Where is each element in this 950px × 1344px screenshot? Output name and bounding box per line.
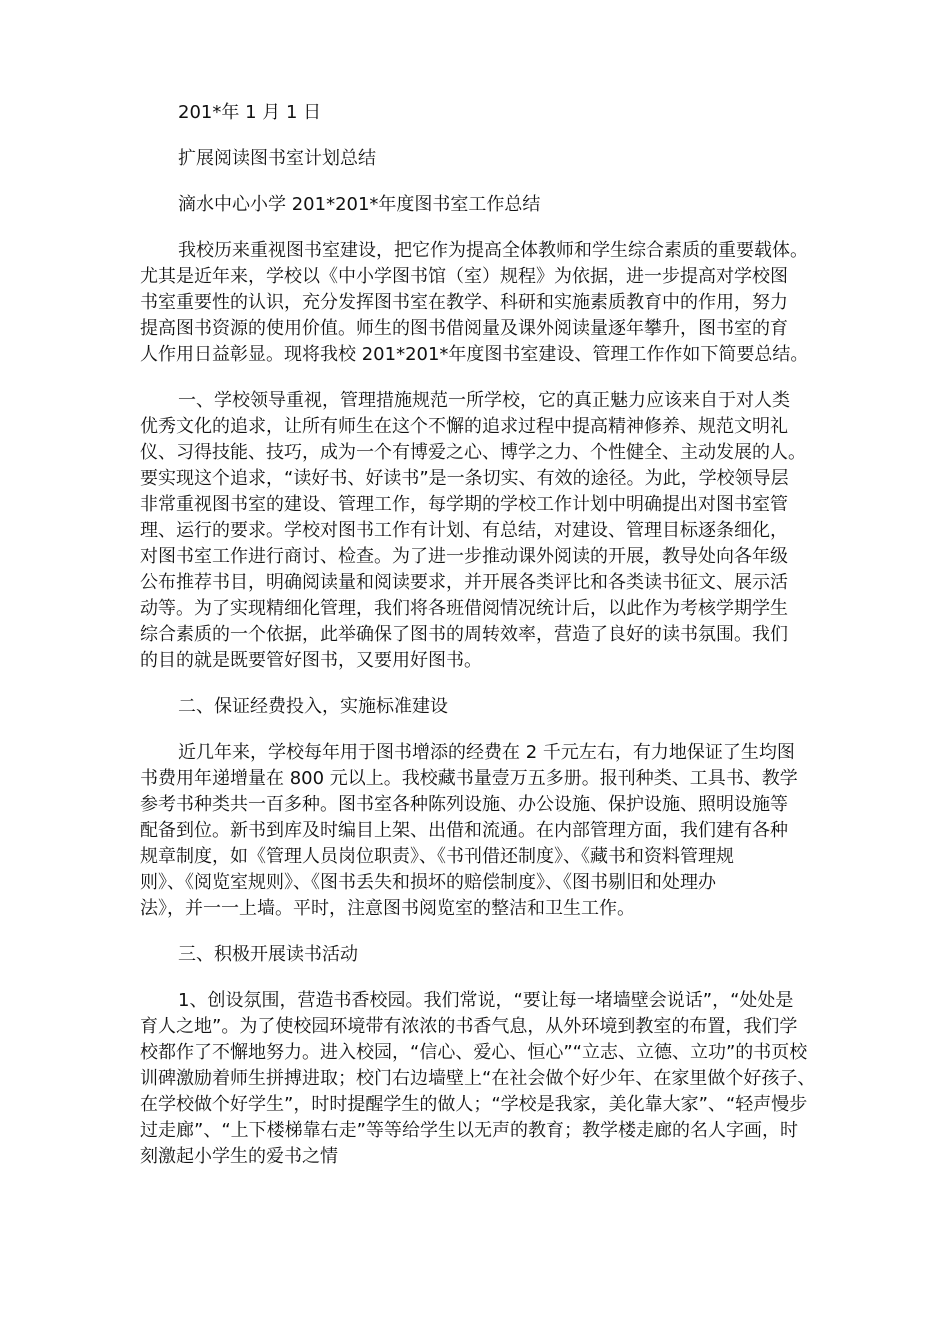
paragraph-line: 的目的就是既要管好图书，又要用好图书。 — [140, 650, 482, 671]
body-paragraph — [140, 694, 822, 720]
paragraph-line: 理、运行的要求。学校对图书工作有计划、有总结，对建设、管理目标逐条细化， — [140, 520, 788, 541]
body-paragraph — [140, 988, 822, 1170]
document-body — [140, 238, 822, 1170]
paragraph-line: 在学校做个好学生”，时时提醒学生的做人；“学校是我家，美化靠大家”、“轻声慢步 — [140, 1094, 808, 1115]
paragraph-line: 人作用日益彰显。现将我校 201*201*年度图书室建设、管理工作作如下简要总结。 — [140, 344, 809, 365]
paragraph-line: 动等。为了实现精细化管理，我们将各班借阅情况统计后，以此作为考核学期学生 — [140, 598, 788, 619]
paragraph-line: 仪、习得技能、技巧，成为一个有博爱之心、博学之力、个性健全、主动发展的人。 — [140, 442, 806, 463]
paragraph-line: 尤其是近年来，学校以《中小学图书馆（室）规程》为依据，进一步提高对学校图 — [140, 266, 788, 287]
paragraph-line: 则》、《阅览室规则》、《图书丢失和损坏的赔偿制度》、《图书剔旧和处理办 — [140, 872, 716, 893]
body-paragraph — [140, 238, 822, 368]
paragraph-line: 过走廊”、“上下楼梯靠右走”等等给学生以无声的教育；教学楼走廊的名人字画，时 — [140, 1120, 798, 1141]
document-date: 201*年 1 月 1 日 — [178, 102, 322, 123]
paragraph-line: 1、创设氛围，营造书香校园。我们常说，“要让每一堵墙壁会说话”，“处处是 — [178, 990, 794, 1011]
paragraph-line: 校都作了不懈地努力。进入校园，“信心、爱心、恒心”“立志、立德、立功”的书页校 — [140, 1042, 808, 1063]
document-subtitle: 滴水中心小学 201*201*年度图书室工作总结 — [178, 194, 541, 215]
paragraph-line: 规章制度，如《管理人员岗位职责》、《书刊借还制度》、《藏书和资料管理规 — [140, 846, 734, 867]
document-page — [140, 100, 822, 1190]
body-paragraph — [140, 388, 822, 674]
body-paragraph — [140, 740, 822, 922]
paragraph-line: 一、学校领导重视，管理措施规范一所学校，它的真正魅力应该来自于对人类 — [178, 390, 790, 411]
paragraph-line: 书室重要性的认识，充分发挥图书室在教学、科研和实施素质教育中的作用，努力 — [140, 292, 788, 313]
paragraph-line: 二、保证经费投入，实施标准建设 — [178, 696, 448, 717]
paragraph-line: 优秀文化的追求，让所有师生在这个不懈的追求过程中提高精神修养、规范文明礼 — [140, 416, 788, 437]
paragraph-line: 对图书室工作进行商讨、检查。为了进一步推动课外阅读的开展，教导处向各年级 — [140, 546, 788, 567]
paragraph-line: 要实现这个追求，“读好书、好读书”是一条切实、有效的途径。为此，学校领导层 — [140, 468, 789, 489]
paragraph-line: 刻激起小学生的爱书之情 — [140, 1146, 338, 1167]
paragraph-line: 书费用年递增量在 800 元以上。我校藏书量壹万五多册。报刊种类、工具书、教学 — [140, 768, 798, 789]
paragraph-line: 配备到位。新书到库及时编目上架、出借和流通。在内部管理方面，我们建有各种 — [140, 820, 788, 841]
paragraph-line: 育人之地”。为了使校园环境带有浓浓的书香气息，从外环境到教室的布置，我们学 — [140, 1016, 798, 1037]
document-title: 扩展阅读图书室计划总结 — [178, 148, 376, 169]
paragraph-line: 近几年来，学校每年用于图书增添的经费在 2 千元左右，有力地保证了生均图 — [178, 742, 795, 763]
paragraph-line: 三、积极开展读书活动 — [178, 944, 358, 965]
body-paragraph — [140, 942, 822, 968]
paragraph-line: 参考书种类共一百多种。图书室各种陈列设施、办公设施、保护设施、照明设施等 — [140, 794, 788, 815]
paragraph-line: 训碑激励着师生拼搏进取；校门右边墙壁上“在社会做个好少年、在家里做个好孩子、 — [140, 1068, 816, 1089]
paragraph-line: 法》，并一一上墙。平时，注意图书阅览室的整洁和卫生工作。 — [140, 898, 635, 919]
paragraph-line: 公布推荐书目，明确阅读量和阅读要求，并开展各类评比和各类读书征文、展示活 — [140, 572, 788, 593]
paragraph-line: 非常重视图书室的建设、管理工作，每学期的学校工作计划中明确提出对图书室管 — [140, 494, 788, 515]
paragraph-line: 提高图书资源的使用价值。师生的图书借阅量及课外阅读量逐年攀升，图书室的育 — [140, 318, 788, 339]
paragraph-line: 综合素质的一个依据，此举确保了图书的周转效率，营造了良好的读书氛围。我们 — [140, 624, 788, 645]
paragraph-line: 我校历来重视图书室建设，把它作为提高全体教师和学生综合素质的重要载体。 — [178, 240, 808, 261]
